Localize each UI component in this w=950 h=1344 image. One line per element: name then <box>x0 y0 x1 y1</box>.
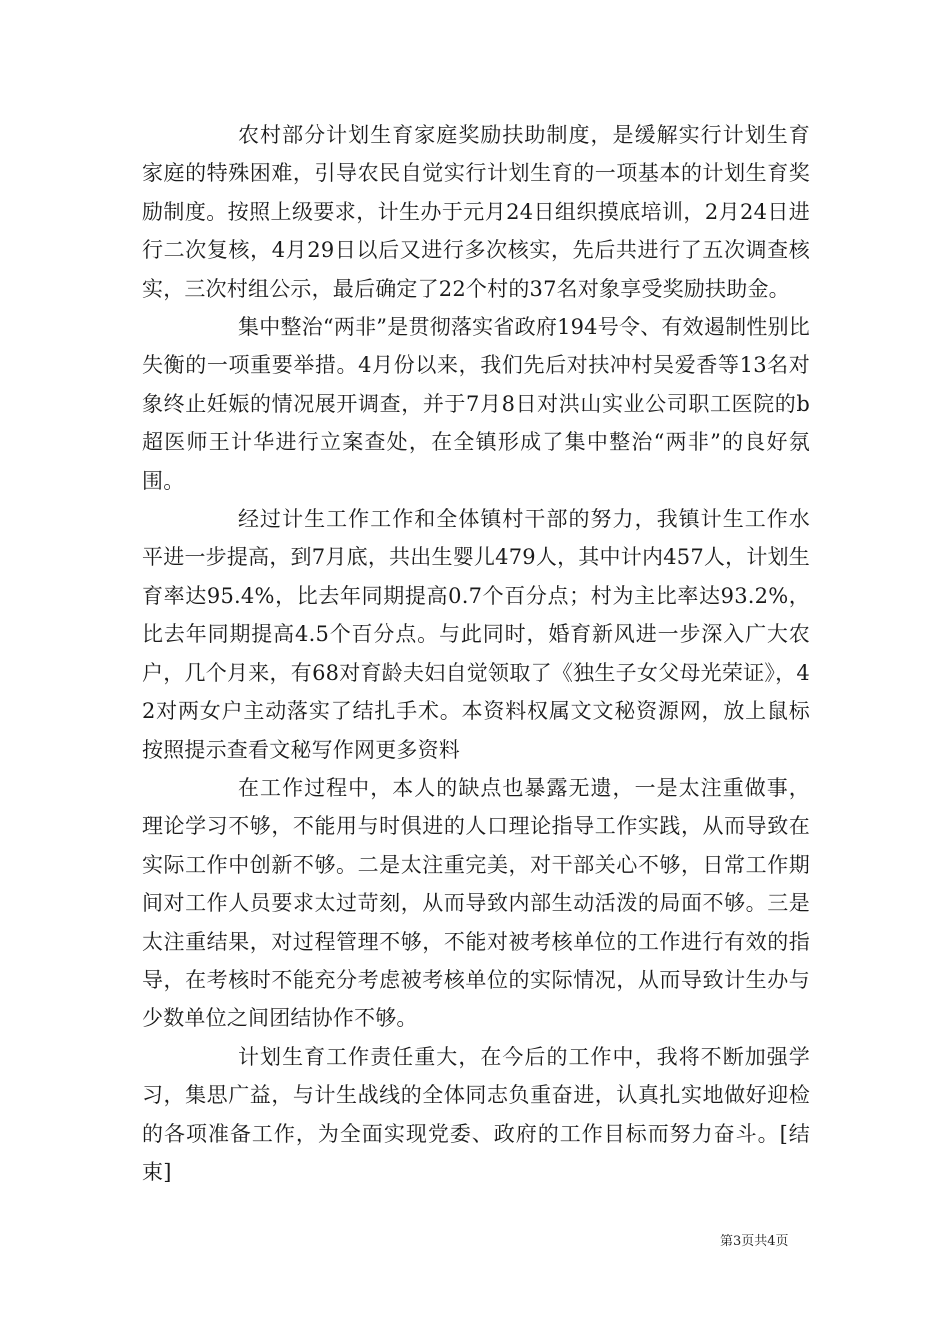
paragraph-two-non-rectification: 集中整治“两非”是贯彻落实省政府194号令、有效遏制性别比失衡的一项重要举措。4月份以来，我们先后对扶冲村吴爱香等13名对象终止妊娠的情况展开调查，并于7月8日对洪山实业公司职工医院的b超医师王计华进行立案查处，在全镇形成了集中整治“两非”的良好氛围。 <box>142 315 810 493</box>
paragraph-shortcomings: 在工作过程中，本人的缺点也暴露无遗，一是太注重做事，理论学习不够，不能用与时俱进的人口理论指导工作实践，从而导致在实际工作中创新不够。二是太注重完美，对干部关心不够，日常工作期间对工作人员要求太过苛刻，从而导致内部生动活泼的局面不够。三是太注重结果，对过程管理不够，不能对被考核单位的工作进行有效的指导，在考核时不能充分考虑被考核单位的实际情况，从而导致计生办与少数单位之间团结协作不够。 <box>142 775 810 1031</box>
paragraph-conclusion: 计划生育工作责任重大，在今后的工作中，我将不断加强学习，集思广益，与计生战线的全体同志负重奋进，认真扎实地做好迎检的各项准备工作，为全面实现党委、政府的工作目标而努力奋斗。[结束] <box>142 1044 810 1184</box>
page-number: 第3页共4页 <box>720 1234 789 1249</box>
paragraph-work-results: 经过计生工作工作和全体镇村干部的努力，我镇计生工作水平进一步提高，到7月底，共出生婴儿479人，其中计内457人，计划生育率达95.4%，比去年同期提高0.7个百分点；村为主比率达93.2%，比去年同期提高4.5个百分点。与此同时，婚育新风进一步深入广大农户，几个月来，有68对育龄夫妇自觉领取了《独生子女父母光荣证》，42对两女户主动落实了结扎手术。本资料权属文文秘资源网，放上鼠标按照提示查看文秘写作网更多资料 <box>142 507 810 762</box>
document-body <box>142 116 810 1191</box>
paragraph-reward-assistance: 农村部分计划生育家庭奖励扶助制度，是缓解实行计划生育家庭的特殊困难，引导农民自觉实行计划生育的一项基本的计划生育奖励制度。按照上级要求，计生办于元月24日组织摸底培训，2月24日进行二次复核，4月29日以后又进行多次核实，先后共进行了五次调查核实，三次村组公示，最后确定了22个村的37名对象享受奖励扶助金。 <box>142 123 810 301</box>
